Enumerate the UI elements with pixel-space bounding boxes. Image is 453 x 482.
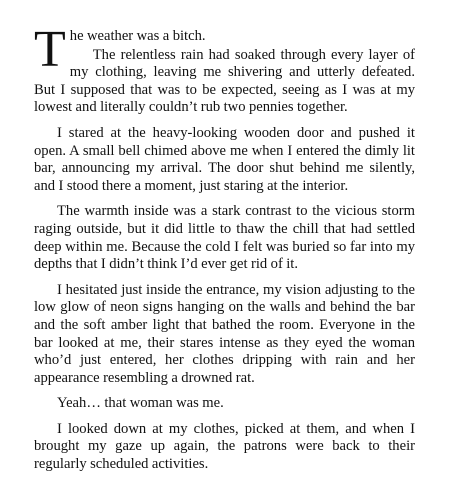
drop-cap-letter: T [34,21,66,78]
paragraph-6: Yeah… that woman was me. [57,395,224,412]
paragraph-5: I hesitated just inside the entrance, my vision adjusting to the low glow of neon signs hanging on the walls and behind the bar and the soft amber light that bathed the room. Everyone in the bar looked at me, their stares intense as they eyed the woman who’d just entered, her clothes dripping with rain and her appearance resembling a drowned rat. [34,281,415,386]
paragraph-7: I looked down at my clothes, picked at them, and when I brought my gaze up again, the patrons were back to their regularly scheduled activities. [34,420,415,473]
opening-paragraphs [34,21,415,117]
page-content [34,21,415,482]
paragraph-2: The relentless rain had soaked through every layer of my clothing, leaving me shivering and utterly defeated. But I supposed that was to be expected, seeing as I was at my lowest and literally couldn’t rub two pennies together. [34,46,415,116]
opening-line: he weather was a bitch. [69,28,206,44]
paragraph-3: I stared at the heavy-looking wooden door and pushed it open. A small bell chimed above me when I entered the dimly lit bar, announcing my arrival. The door shut behind me silently, and I stood there a moment, just staring at the interior. [34,124,415,194]
paragraph-4: The warmth inside was a stark contrast to the vicious storm raging outside, but it did little to thaw the chill that had settled deep within me. Because the cold I felt was buried so far into my depths that I didn’t think I’d ever get rid of it. [34,203,415,273]
